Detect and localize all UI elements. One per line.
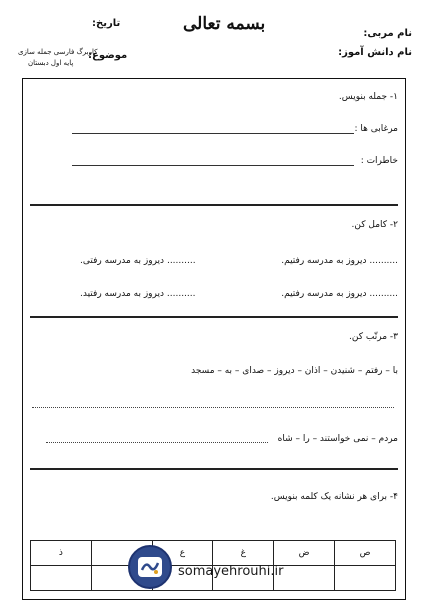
sentence-text: دیروز به مدرسه رفتیم. bbox=[281, 289, 367, 299]
section-1-item-2-label: خاطرات : bbox=[360, 156, 398, 166]
section-1-item-1-label: مرغابی ها : bbox=[354, 124, 398, 134]
page-title: بسمه تعالی bbox=[183, 14, 266, 34]
teacher-name-label: نام مربی: bbox=[363, 28, 412, 39]
scrambled-sentence-2: مردم – نمی خواستند – را – شاه bbox=[277, 434, 398, 444]
complete-item bbox=[281, 256, 398, 266]
section-divider bbox=[30, 468, 398, 470]
date-label: تاریخ: bbox=[92, 18, 121, 29]
letter-cell: ع bbox=[152, 541, 213, 566]
table-row bbox=[31, 541, 396, 566]
blank-dots[interactable]: .......... bbox=[369, 256, 398, 266]
letter-cell: ص bbox=[335, 541, 396, 566]
subject-text-line2: پایه اول دبستان bbox=[28, 59, 74, 67]
student-name-label: نام دانش آموز: bbox=[338, 47, 412, 58]
section-divider bbox=[30, 204, 398, 206]
complete-item bbox=[80, 289, 196, 299]
sentence-text: دیروز به مدرسه رفتید. bbox=[80, 289, 165, 299]
letter-cell: غ bbox=[213, 541, 274, 566]
sentence-text: دیروز به مدرسه رفتی. bbox=[80, 256, 165, 266]
sentence-text: دیروز به مدرسه رفتیم. bbox=[281, 256, 367, 266]
answer-line[interactable] bbox=[32, 407, 394, 408]
answer-line[interactable] bbox=[46, 442, 268, 443]
letter-cell: ض bbox=[274, 541, 335, 566]
blank-dots[interactable]: .......... bbox=[166, 289, 196, 299]
section-3-heading: ۳- مرتّب کن. bbox=[349, 332, 398, 342]
answer-line[interactable] bbox=[72, 133, 354, 134]
subject-label: موضوع: bbox=[88, 50, 128, 61]
answer-cell[interactable] bbox=[31, 566, 92, 591]
subject-text-line1: کاربرگ فارسی جمله سازی bbox=[18, 48, 98, 56]
answer-cell[interactable] bbox=[335, 566, 396, 591]
section-1-heading: ۱- جمله بنویس. bbox=[338, 92, 398, 102]
section-4-heading: ۴- برای هر نشانه یک کلمه بنویس. bbox=[270, 492, 398, 502]
letter-cell: ذ bbox=[31, 541, 92, 566]
section-divider bbox=[30, 316, 398, 318]
complete-item bbox=[281, 289, 398, 299]
blank-dots[interactable]: .......... bbox=[166, 256, 196, 266]
logo-mark-icon bbox=[136, 555, 164, 579]
site-logo-icon bbox=[128, 545, 172, 589]
scrambled-sentence-1: با – رفتم – شنیدن – اذان – دیروز – صدای – به – مسجد bbox=[191, 366, 398, 376]
blank-dots[interactable]: .......... bbox=[369, 289, 398, 299]
complete-item bbox=[80, 256, 196, 266]
website-watermark: somayehrouhi.ir bbox=[178, 564, 284, 579]
answer-line[interactable] bbox=[72, 165, 354, 166]
section-2-heading: ۲- کامل کن. bbox=[351, 220, 398, 230]
